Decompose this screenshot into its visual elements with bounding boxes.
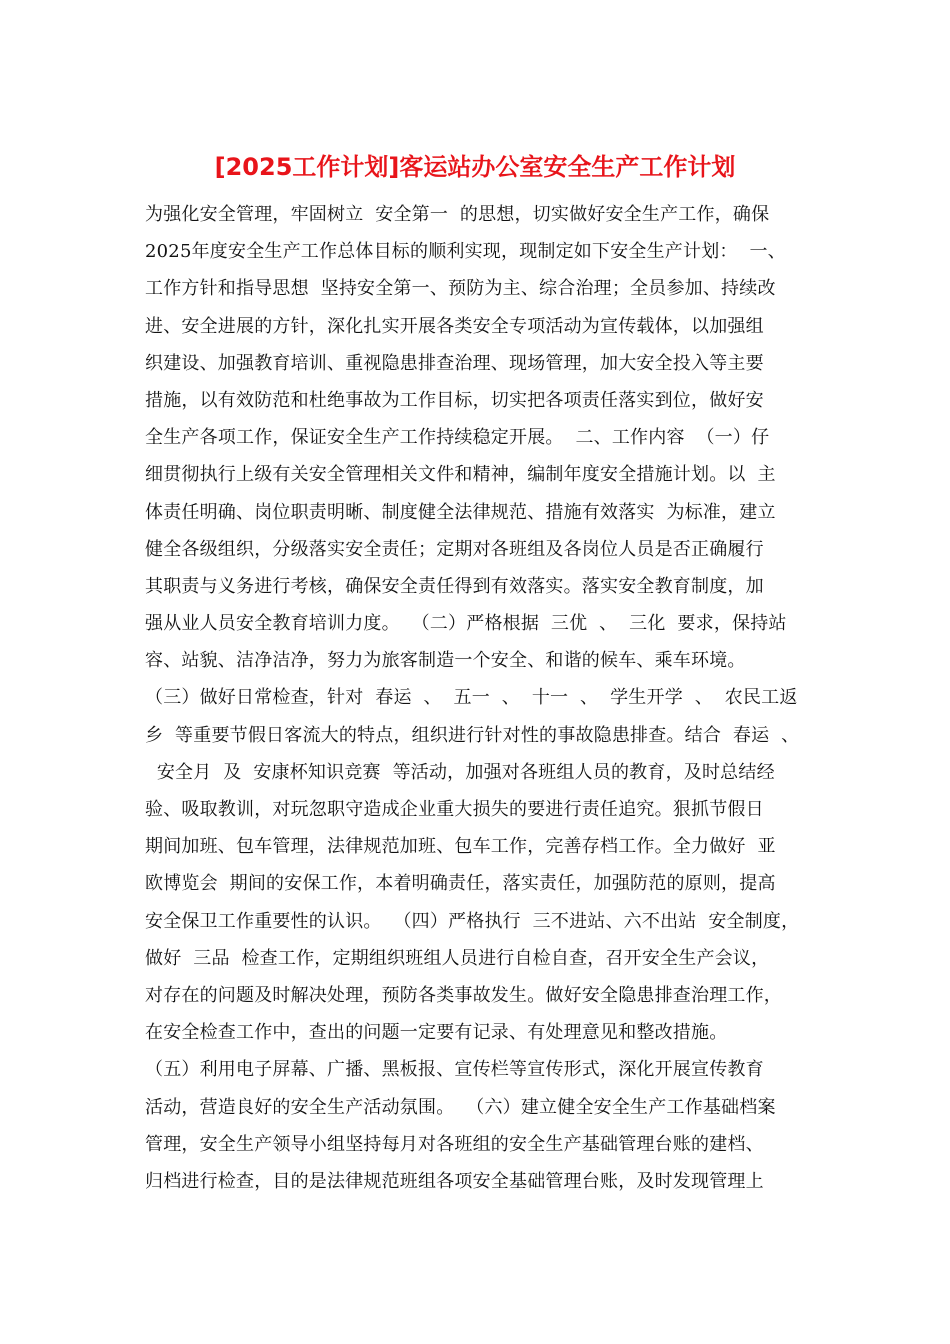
body-line: 在安全检查工作中，查出的问题一定要有记录、有处理意见和整改措施。 <box>145 1022 728 1044</box>
body-line: 做好 三品 检查工作，定期组织班组人员进行自检自查，召开安全生产会议， <box>145 947 770 969</box>
body-line: 工作方针和指导思想 坚持安全第一、预防为主、综合治理；全员参加、持续改 <box>145 278 776 300</box>
body-line: 乡 等重要节假日客流大的特点，组织进行针对性的事故隐患排查。结合 春运 、 <box>145 724 800 746</box>
body-line: 进、安全进展的方针，深化扎实开展各类安全专项活动为宣传载体，以加强组 <box>145 315 764 337</box>
body-line: 全生产各项工作，保证安全生产工作持续稳定开展。 二、工作内容 （一）仔 <box>145 427 770 449</box>
body-line: （五）利用电子屏幕、广播、黑板报、宣传栏等宣传形式，深化开展宣传教育 <box>145 1059 764 1081</box>
body-line: 期间加班、包车管理，法律规范加班、包车工作，完善存档工作。全力做好 亚 <box>145 836 776 858</box>
body-line: 容、站貌、洁净洁净，努力为旅客制造一个安全、和谐的候车、乘车环境。 <box>145 650 746 672</box>
body-line: 织建设、加强教育培训、重视隐患排查治理、现场管理，加大安全投入等主要 <box>145 352 764 374</box>
body-line: 管理，安全生产领导小组坚持每月对各班组的安全生产基础管理台账的建档、 <box>145 1133 764 1155</box>
body-line: 其职责与义务进行考核，确保安全责任得到有效落实。落实安全教育制度，加 <box>145 575 764 597</box>
body-line: 强从业人员安全教育培训力度。 （二）严格根据 三优 、 三化 要求，保持站 <box>145 613 787 635</box>
document-body <box>145 196 817 1200</box>
body-line: 活动，营造良好的安全生产活动氛围。 （六）建立健全安全生产工作基础档案 <box>145 1096 776 1118</box>
body-line: 安全月 及 安康杯知识竞赛 等活动，加强对各班组人员的教育，及时总结经 <box>145 761 775 783</box>
body-line: 安全保卫工作重要性的认识。 （四）严格执行 三不进站、六不出站 安全制度， <box>145 910 800 932</box>
body-line: 措施，以有效防范和杜绝事故为工作目标，切实把各项责任落实到位，做好安 <box>145 389 764 411</box>
body-line: 细贯彻执行上级有关安全管理相关文件和精神，编制年度安全措施计划。以 主 <box>145 464 776 486</box>
body-line: 健全各级组织，分级落实安全责任；定期对各班组及各岗位人员是否正确履行 <box>145 538 764 560</box>
body-line: 为强化安全管理，牢固树立 安全第一 的思想，切实做好安全生产工作，确保 <box>145 204 770 225</box>
body-line: （三）做好日常检查，针对 春运 、 五一 、 十一 、 学生开学 、 农民工返 <box>145 687 798 709</box>
body-line: 体责任明确、岗位职责明晰、制度健全法律规范、措施有效落实 为标准，建立 <box>145 501 776 523</box>
body-line: 欧博览会 期间的安保工作，本着明确责任，落实责任，加强防范的原则，提高 <box>145 873 776 895</box>
body-line: 归档进行检查，目的是法律规范班组各项安全基础管理台账，及时发现管理上 <box>145 1170 764 1192</box>
document-title: [2025工作计划]客运站办公室安全生产工作计划 <box>214 153 736 181</box>
body-line: 验、吸取教训，对玩忽职守造成企业重大损失的要进行责任追究。狠抓节假日 <box>145 799 764 820</box>
body-line: 2025年度安全生产工作总体目标的顺利实现，现制定如下安全生产计划： 一、 <box>145 241 786 263</box>
body-line: 对存在的问题及时解决处理，预防各类事故发生。做好安全隐患排查治理工作， <box>145 984 782 1006</box>
